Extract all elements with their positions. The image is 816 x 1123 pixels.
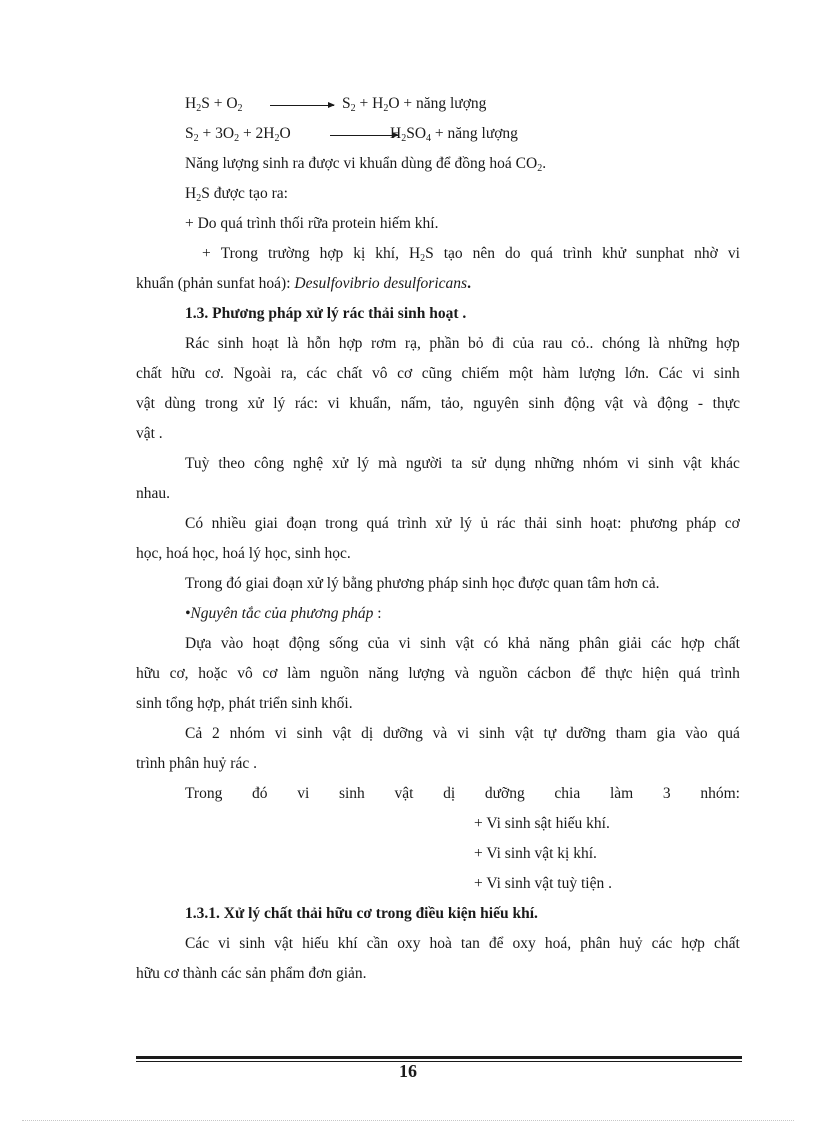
text-line: chất hữu cơ. Ngoài ra, các chất vô cơ cũng chiếm một hàm lượng lớn. Các vi sinh (136, 365, 740, 382)
text-line: Dựa vào hoạt động sống của vi sinh vật có khả năng phân giải các hợp chất (185, 635, 740, 652)
text-line: + Trong trường hợp kị khí, $H_2S$ tạo nên do quá trình khử sunphat nhờ vi (202, 245, 740, 264)
text-line: 1.3.1. Xử lý chất thải hữu cơ trong điều kiện hiếu khí. (185, 905, 538, 922)
reaction-arrow-icon (270, 105, 334, 106)
text-line: + Vi sinh sật hiếu khí. (474, 815, 610, 832)
text-line: + Vi sinh vật tuỳ tiện . (474, 875, 612, 892)
reaction-products: $S_2 + H_2O$ + năng lượng (342, 95, 487, 114)
text-line: Cả 2 nhóm vi sinh vật dị dưỡng và vi sinh vật tự dưỡng tham gia vào quá (185, 725, 740, 742)
footer-rule-thick (136, 1056, 742, 1059)
text-line: hữu cơ thành các sản phẩm đơn giản. (136, 965, 367, 982)
reaction-products: $H_2SO_4$ + năng lượng (390, 125, 518, 144)
text-line: Có nhiều giai đoạn trong quá trình xử lý ủ rác thải sinh hoạt: phương pháp cơ (185, 515, 740, 532)
text-line: Tuỳ theo công nghệ xử lý mà người ta sử dụng những nhóm vi sinh vật khác (185, 455, 740, 472)
text-line: Năng lượng sinh ra được vi khuẩn dùng để đồng hoá $CO_2$. (185, 155, 547, 174)
text-line: trình phân huỷ rác . (136, 755, 257, 772)
text-line: $H_2S$ được tạo ra: (185, 185, 288, 204)
text-line: học, hoá học, hoá lý học, sinh học. (136, 545, 351, 562)
page-bottom-dotted-line (22, 1120, 794, 1121)
reaction-reactants: $H_2S + O_2$ (185, 95, 243, 114)
text-line: •Nguyên tắc của phương pháp : (185, 605, 382, 622)
text-line: + Vi sinh vật kị khí. (474, 845, 597, 862)
text-line: vật dùng trong xử lý rác: vi khuẩn, nấm, tảo, nguyên sinh động vật và động - thực (136, 395, 740, 412)
text-line: sinh tổng hợp, phát triển sinh khối. (136, 695, 353, 712)
text-line: Trong đó vi sinh vật dị dưỡng chia làm 3 nhóm: (185, 785, 740, 802)
text-line: 1.3. Phương pháp xử lý rác thải sinh hoạt . (185, 305, 467, 322)
page-number: 16 (399, 1061, 417, 1081)
text-line: Các vi sinh vật hiếu khí cần oxy hoà tan để oxy hoá, phân huỷ các hợp chất (185, 935, 740, 952)
reaction-arrow-icon (330, 135, 398, 136)
text-line: vật . (136, 425, 163, 442)
text-line: hữu cơ, hoặc vô cơ làm nguồn năng lượng và nguồn cácbon để thực hiện quá trình (136, 665, 740, 682)
reaction-reactants: $S_2 + 3O_2 + 2H_2O$ (185, 125, 291, 144)
text-line: nhau. (136, 485, 171, 502)
text-line: khuẩn (phản sunfat hoá): Desulfovibrio desulforicans. (136, 275, 471, 292)
text-line: + Do quá trình thối rữa protein hiếm khí. (185, 215, 439, 232)
text-line: Trong đó giai đoạn xử lý bằng phương pháp sinh học được quan tâm hơn cả. (185, 575, 660, 592)
text-line: Rác sinh hoạt là hỗn hợp rơm rạ, phần bỏ đi của rau cỏ.. chóng là những hợp (185, 335, 740, 352)
